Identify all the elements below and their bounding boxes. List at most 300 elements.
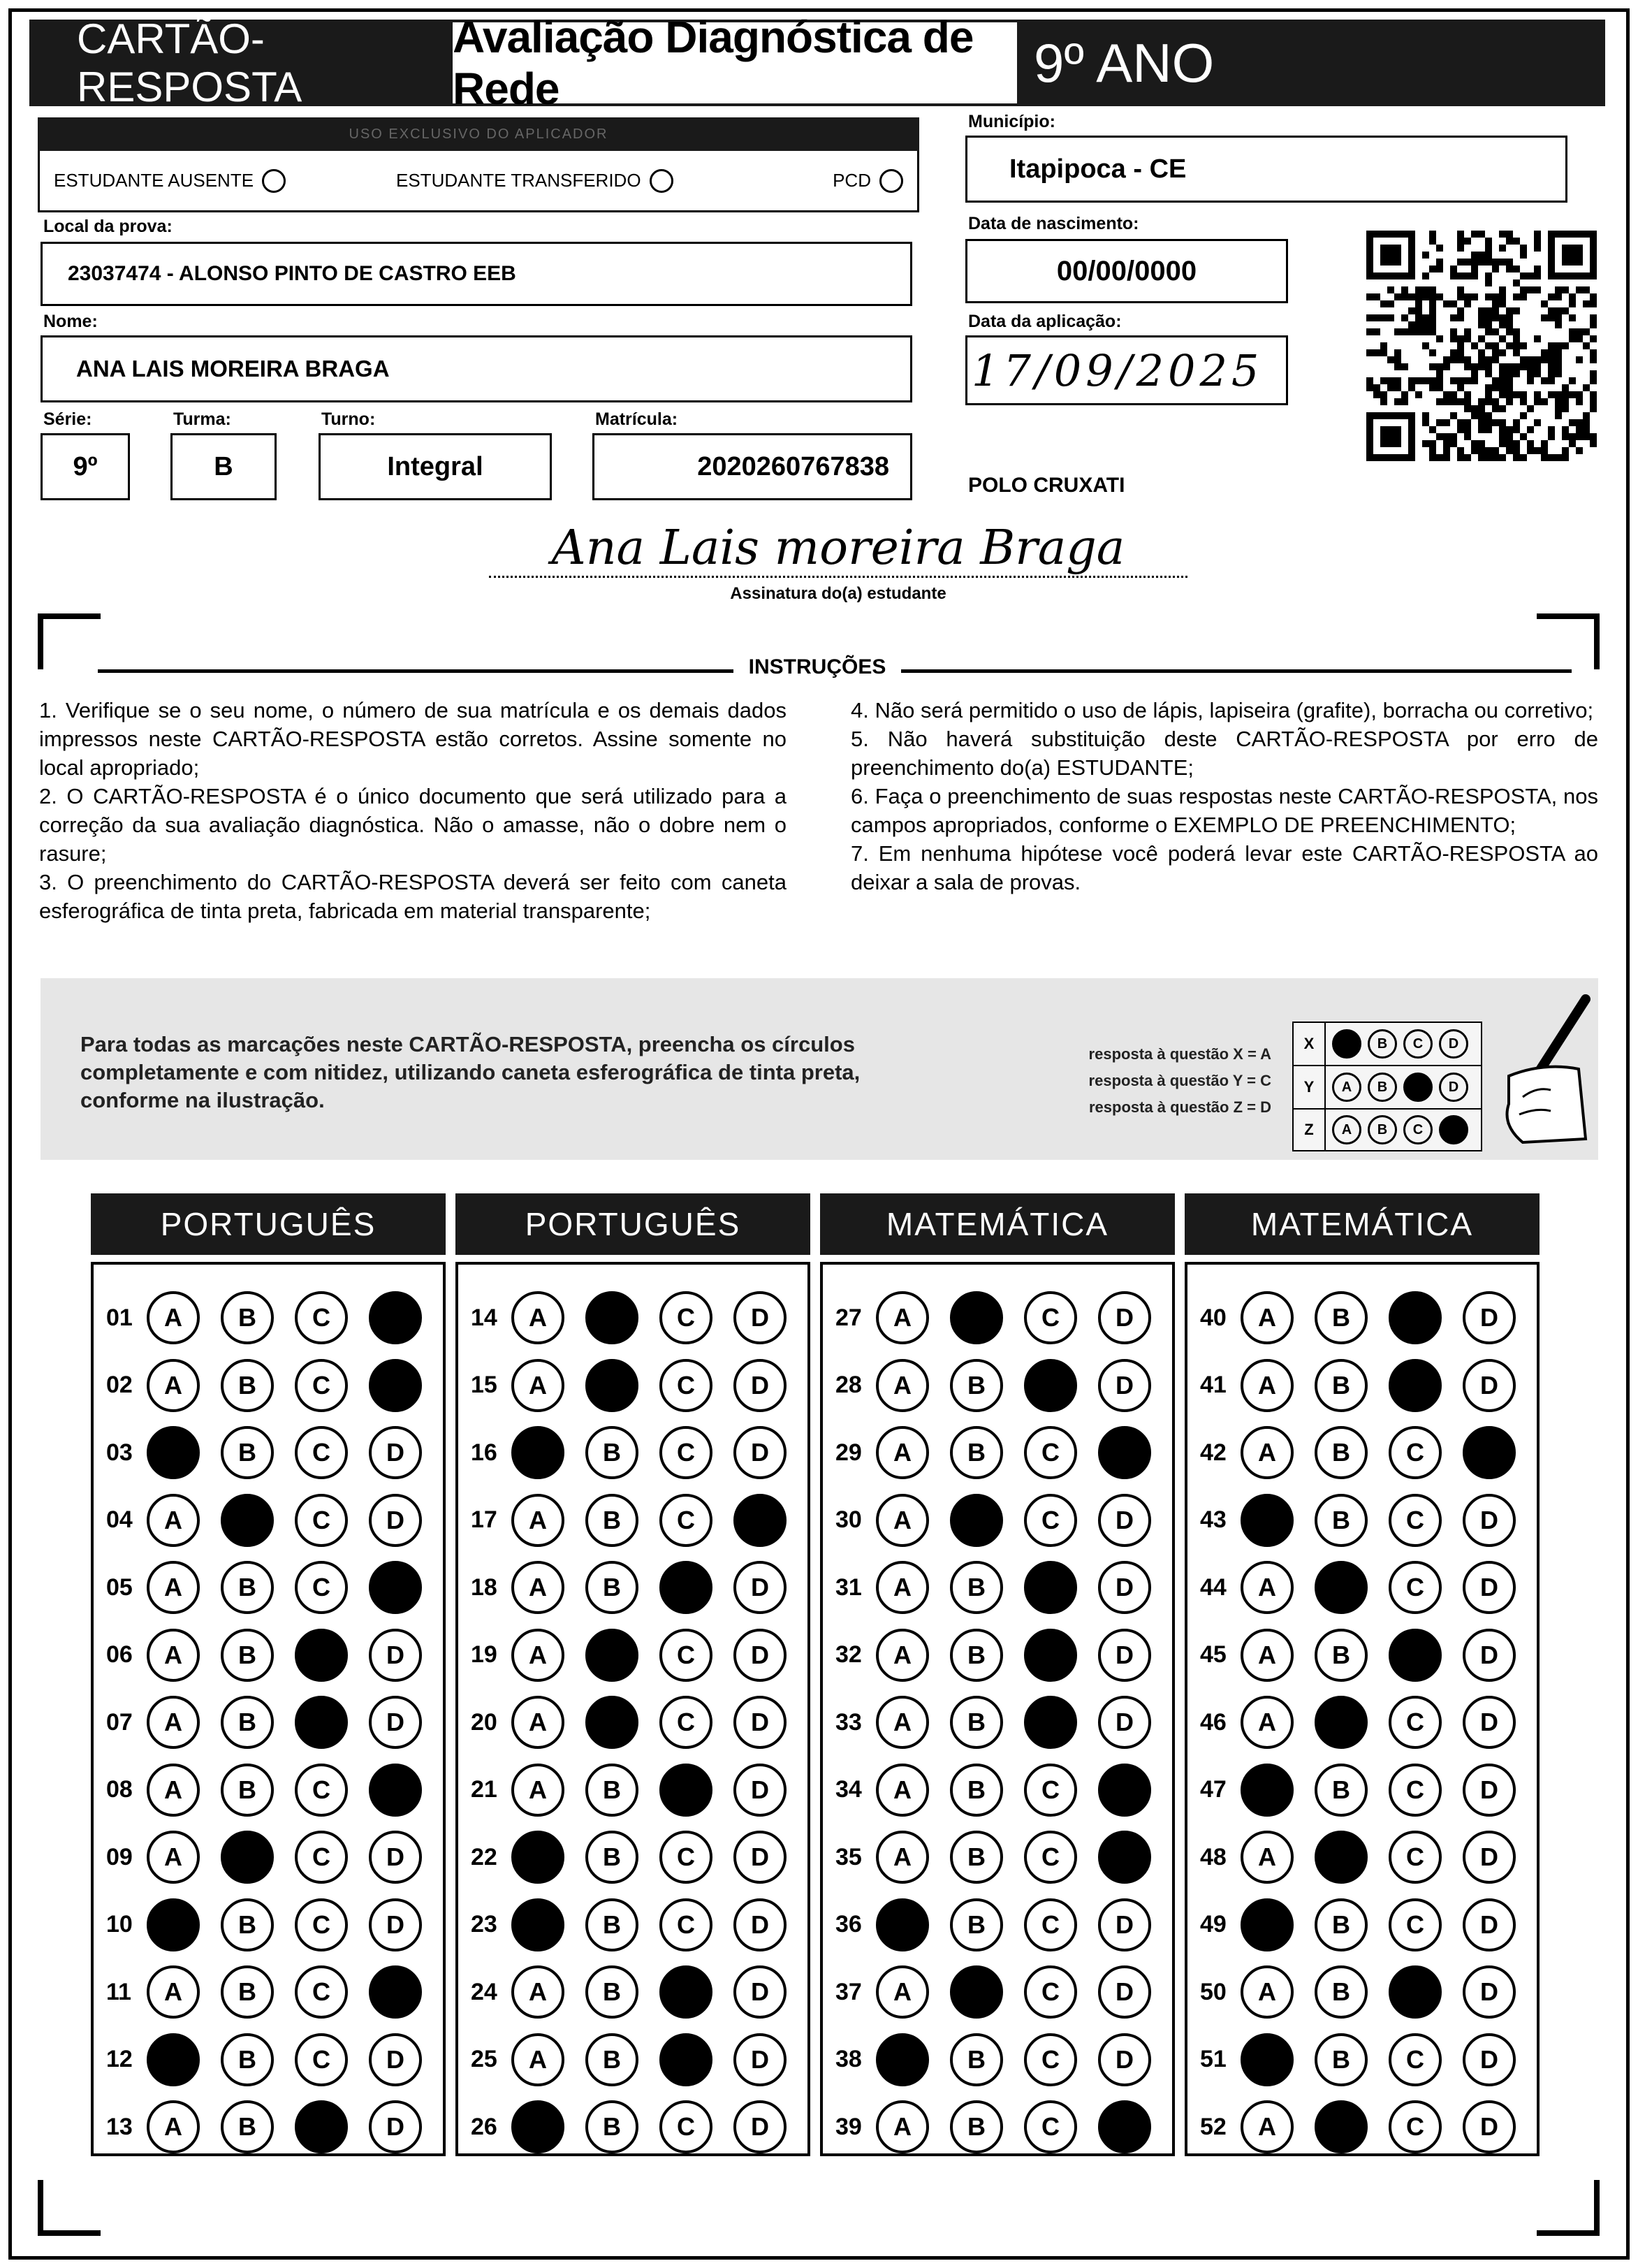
answer-bubble-d[interactable]: D (369, 1359, 422, 1412)
answer-bubble-d[interactable]: D (1463, 1898, 1516, 1951)
answer-bubble-c[interactable]: C (295, 2033, 348, 2086)
question-number: 51 (1200, 2046, 1227, 2072)
example-bubble-b: B (1368, 1073, 1397, 1102)
answer-bubble-a[interactable]: A (511, 1965, 564, 2019)
answer-bubble-c[interactable]: C (1024, 1291, 1077, 1344)
answer-bubble-a[interactable]: A (511, 1494, 564, 1547)
answer-bubble-a[interactable]: A (147, 2100, 200, 2153)
example-bubble-d: D (1439, 1115, 1468, 1144)
fill-example-grid (1292, 1022, 1482, 1151)
answer-bubble-a[interactable]: A (876, 1561, 929, 1614)
answer-bubble-c[interactable]: C (659, 1764, 712, 1817)
answer-bubble-b[interactable]: B (1315, 2033, 1368, 2086)
answer-bubble-a[interactable]: A (1241, 1965, 1294, 2019)
answer-bubble-b[interactable]: B (585, 1494, 638, 1547)
answer-bubble-c[interactable]: C (1389, 2100, 1442, 2153)
answer-bubble-b[interactable]: B (950, 2033, 1003, 2086)
answer-bubble-a[interactable]: A (1241, 2100, 1294, 2153)
answer-bubble-c[interactable]: C (1389, 1494, 1442, 1547)
answer-bubble-d[interactable]: D (369, 1764, 422, 1817)
student-signature: Ana Lais moreira Braga (551, 521, 1125, 576)
answer-bubble-c[interactable]: C (1389, 1291, 1442, 1344)
question-number: 08 (106, 1776, 133, 1803)
answer-bubble-a[interactable]: A (147, 1764, 200, 1817)
answer-bubble-a[interactable]: A (876, 1696, 929, 1749)
answer-bubble-d[interactable]: D (1463, 1291, 1516, 1344)
answer-bubble-d[interactable]: D (369, 1494, 422, 1547)
answer-bubble-d[interactable]: D (1098, 2033, 1151, 2086)
answer-bubble-d[interactable]: D (1098, 1898, 1151, 1951)
answer-bubble-b[interactable]: B (585, 1426, 638, 1479)
fill-example-text: Para todas as marcações neste CARTÃO-RESPOSTA, preencha os círculos completamente e com nitidez, utilizando caneta esferográfica de tinta preta, conforme na ilustração. (80, 1032, 861, 1112)
answer-bubble-c[interactable]: C (659, 1965, 712, 2019)
answer-bubble-b[interactable]: B (1315, 1561, 1368, 1614)
qr-code (1366, 231, 1597, 461)
answer-bubble-a[interactable]: A (1241, 1696, 1294, 1749)
answer-bubble-c[interactable]: C (1024, 1764, 1077, 1817)
pcd-option[interactable]: PCD (833, 169, 903, 193)
answer-bubble-c[interactable]: C (295, 1494, 348, 1547)
answer-bubble-c[interactable]: C (659, 1696, 712, 1749)
example-key: resposta à questão Y = C (1088, 1072, 1271, 1089)
question-number: 42 (1200, 1439, 1227, 1466)
answer-bubble-b[interactable]: B (221, 1764, 274, 1817)
answer-bubble-d[interactable]: D (369, 1426, 422, 1479)
municipio-label: Município: (968, 112, 1055, 131)
answer-bubble-a[interactable]: A (147, 1494, 200, 1547)
answer-bubble-c[interactable]: C (1024, 1629, 1077, 1682)
answer-bubble-c[interactable]: C (1024, 1359, 1077, 1412)
answer-bubble-c[interactable]: C (1024, 1831, 1077, 1884)
answer-bubble-a[interactable]: A (876, 1359, 929, 1412)
question-number: 32 (835, 1641, 862, 1668)
answer-bubble-c[interactable]: C (1024, 1965, 1077, 2019)
example-row (1292, 1108, 1482, 1151)
answer-bubble-c[interactable]: C (659, 2100, 712, 2153)
answer-bubble-d[interactable]: D (1098, 1831, 1151, 1884)
answer-bubble-c[interactable]: C (295, 1764, 348, 1817)
question-number: 26 (471, 2113, 497, 2140)
answer-bubble-a[interactable]: A (1241, 1291, 1294, 1344)
answer-bubble-a[interactable]: A (511, 1696, 564, 1749)
question-row (835, 1627, 1172, 1683)
question-row (1200, 1762, 1537, 1818)
question-number: 01 (106, 1304, 133, 1331)
question-row (1200, 1560, 1537, 1615)
answer-bubble-b[interactable]: B (221, 1696, 274, 1749)
answer-bubble-d[interactable]: D (733, 1965, 787, 2019)
answer-bubble-d[interactable]: D (369, 1965, 422, 2019)
municipio-field: Itapipoca - CE (965, 136, 1567, 203)
answer-bubble-d[interactable]: D (733, 2033, 787, 2086)
answer-bubble-d[interactable]: D (1098, 1764, 1151, 1817)
answer-bubble-c[interactable]: C (1389, 1629, 1442, 1682)
hand-pen-icon (1481, 992, 1593, 1146)
question-row (835, 2099, 1172, 2155)
question-number: 27 (835, 1304, 862, 1331)
answer-bubble-d[interactable]: D (733, 1764, 787, 1817)
answer-bubble-b[interactable]: B (221, 1629, 274, 1682)
answer-bubble-a[interactable]: A (876, 2033, 929, 2086)
turno-label: Turno: (321, 409, 376, 429)
question-row (835, 1492, 1172, 1548)
question-number: 03 (106, 1439, 133, 1466)
answer-bubble-b[interactable]: B (1315, 1494, 1368, 1547)
answer-bubble-d[interactable]: D (1098, 1561, 1151, 1614)
answer-bubble-a[interactable]: A (147, 1965, 200, 2019)
example-bubble-c: C (1403, 1029, 1433, 1059)
answer-bubble-a[interactable]: A (147, 1831, 200, 1884)
answer-bubble-c[interactable]: C (1024, 1426, 1077, 1479)
answer-bubble-d[interactable]: D (1098, 1359, 1151, 1412)
answer-bubble-a[interactable]: A (511, 2033, 564, 2086)
answer-bubble-a[interactable]: A (876, 1898, 929, 1951)
answer-bubble-a[interactable]: A (147, 1629, 200, 1682)
answer-bubble-b[interactable]: B (950, 1629, 1003, 1682)
answer-bubble-b[interactable]: B (585, 1291, 638, 1344)
answer-bubble-a[interactable]: A (511, 1426, 564, 1479)
answer-bubble-c[interactable]: C (1024, 1561, 1077, 1614)
example-bubble-a: A (1332, 1029, 1361, 1059)
answer-bubble-d[interactable]: D (733, 1494, 787, 1547)
answer-bubble-b[interactable]: B (221, 1965, 274, 2019)
answer-bubble-a[interactable]: A (876, 2100, 929, 2153)
answer-bubble-b[interactable]: B (1315, 1629, 1368, 1682)
answer-bubble-b[interactable]: B (1315, 2100, 1368, 2153)
answer-bubble-b[interactable]: B (585, 2033, 638, 2086)
example-bubble-c: C (1403, 1073, 1433, 1102)
answer-bubble-a[interactable]: A (511, 1898, 564, 1951)
sheet-title: CARTÃO-RESPOSTA (77, 15, 302, 110)
answer-bubble-b[interactable]: B (221, 1831, 274, 1884)
question-row (1200, 1897, 1537, 1953)
answer-bubble-c[interactable]: C (1024, 1494, 1077, 1547)
answer-bubble-d[interactable]: D (733, 1426, 787, 1479)
answer-bubble-a[interactable]: A (876, 1426, 929, 1479)
question-number: 13 (106, 2113, 133, 2140)
answer-bubble-a[interactable]: A (147, 1898, 200, 1951)
example-row (1292, 1065, 1482, 1108)
answer-bubble-d[interactable]: D (1463, 1426, 1516, 1479)
answer-bubble-c[interactable]: C (659, 1291, 712, 1344)
answer-bubble-a[interactable]: A (876, 1494, 929, 1547)
answer-bubble-a[interactable]: A (1241, 1831, 1294, 1884)
question-number: 37 (835, 1978, 862, 2005)
answer-bubble-d[interactable]: D (1463, 1494, 1516, 1547)
question-row (835, 1694, 1172, 1750)
question-row (106, 2099, 443, 2155)
answer-bubble-c[interactable]: C (1024, 1898, 1077, 1951)
answer-bubble-a[interactable]: A (147, 1359, 200, 1412)
answer-bubble-b[interactable]: B (1315, 1898, 1368, 1951)
transferred-checkbox[interactable] (650, 169, 673, 193)
answer-bubble-b[interactable]: B (221, 1426, 274, 1479)
turma-label: Turma: (173, 409, 231, 429)
question-number: 44 (1200, 1573, 1227, 1601)
answer-bubble-b[interactable]: B (585, 1898, 638, 1951)
answer-bubble-a[interactable]: A (876, 1629, 929, 1682)
answer-bubble-d[interactable]: D (733, 1359, 787, 1412)
answer-bubble-a[interactable]: A (511, 1561, 564, 1614)
question-number: 10 (106, 1911, 133, 1938)
turma-field: B (170, 433, 277, 500)
answer-bubble-b[interactable]: B (585, 2100, 638, 2153)
local-label: Local da prova: (43, 217, 173, 236)
grade-banner: 9º ANO (1034, 31, 1215, 94)
answer-bubble-a[interactable]: A (511, 1629, 564, 1682)
answer-bubble-b[interactable]: B (1315, 1426, 1368, 1479)
question-number: 30 (835, 1506, 862, 1533)
question-row (471, 1560, 807, 1615)
answer-bubble-d[interactable]: D (1463, 2100, 1516, 2153)
answer-bubble-d[interactable]: D (1098, 1629, 1151, 1682)
instructions-right (851, 696, 1598, 896)
answer-bubble-d[interactable]: D (369, 1629, 422, 1682)
answer-bubble-c[interactable]: C (659, 1898, 712, 1951)
answer-bubble-b[interactable]: B (585, 1629, 638, 1682)
answer-bubble-b[interactable]: B (1315, 1831, 1368, 1884)
question-row (835, 1897, 1172, 1953)
answer-bubble-d[interactable]: D (1463, 1831, 1516, 1884)
answer-bubble-a[interactable]: A (1241, 1629, 1294, 1682)
answer-bubble-b[interactable]: B (221, 2033, 274, 2086)
answer-bubble-b[interactable]: B (221, 1359, 274, 1412)
answer-bubble-c[interactable]: C (295, 2100, 348, 2153)
answer-bubble-d[interactable]: D (369, 1696, 422, 1749)
answer-bubble-c[interactable]: C (1389, 1359, 1442, 1412)
answer-bubble-b[interactable]: B (1315, 1359, 1368, 1412)
local-field: 23037474 - ALONSO PINTO DE CASTRO EEB (41, 242, 912, 306)
answer-bubble-d[interactable]: D (733, 1696, 787, 1749)
instruction-item: 3. O preenchimento do CARTÃO-RESPOSTA deverá ser feito com caneta esferográfica de tinta preta, fabricada em material transparente; (39, 870, 787, 923)
answer-bubble-c[interactable]: C (659, 1831, 712, 1884)
answer-bubble-a[interactable]: A (511, 2100, 564, 2153)
question-number: 36 (835, 1911, 862, 1938)
instructions-left (39, 696, 787, 925)
answer-bubble-b[interactable]: B (950, 1898, 1003, 1951)
answer-bubble-a[interactable]: A (147, 1561, 200, 1614)
question-row (1200, 1290, 1537, 1346)
question-row (835, 1762, 1172, 1818)
question-row (1200, 2099, 1537, 2155)
answer-bubble-b[interactable]: B (221, 1898, 274, 1951)
answer-column (1185, 1262, 1540, 2156)
answer-bubble-c[interactable]: C (1389, 1965, 1442, 2019)
answer-bubble-c[interactable]: C (659, 1561, 712, 1614)
question-number: 18 (471, 1573, 497, 1601)
question-row (106, 1897, 443, 1953)
answer-bubble-b[interactable]: B (585, 1764, 638, 1817)
instruction-item: 7. Em nenhuma hipótese você poderá levar este CARTÃO-RESPOSTA ao deixar a sala de provas. (851, 841, 1598, 894)
answer-bubble-d[interactable]: D (733, 1898, 787, 1951)
answer-bubble-d[interactable]: D (733, 1291, 787, 1344)
answer-bubble-d[interactable]: D (1098, 2100, 1151, 2153)
answer-bubble-c[interactable]: C (1389, 1831, 1442, 1884)
answer-bubble-c[interactable]: C (295, 1359, 348, 1412)
answer-bubble-b[interactable]: B (221, 1291, 274, 1344)
answer-bubble-d[interactable]: D (369, 2100, 422, 2153)
section-title: MATEMÁTICA (820, 1193, 1175, 1255)
answer-bubble-b[interactable]: B (1315, 1696, 1368, 1749)
answer-bubble-c[interactable]: C (659, 2033, 712, 2086)
birthdate-label: Data de nascimento: (968, 214, 1139, 233)
answer-bubble-c[interactable]: C (295, 1965, 348, 2019)
answer-bubble-a[interactable]: A (147, 1291, 200, 1344)
answer-bubble-b[interactable]: B (1315, 1291, 1368, 1344)
corner-mark-bottom-left (38, 2180, 101, 2236)
question-number: 28 (835, 1372, 862, 1398)
question-row (1200, 1627, 1537, 1683)
answer-bubble-a[interactable]: A (1241, 2033, 1294, 2086)
question-row (471, 1627, 807, 1683)
answer-bubble-a[interactable]: A (1241, 1494, 1294, 1547)
answer-bubble-d[interactable]: D (1463, 1629, 1516, 1682)
answer-bubble-b[interactable]: B (950, 1831, 1003, 1884)
question-row (835, 2032, 1172, 2088)
example-row-label: Z (1294, 1110, 1326, 1150)
answer-bubble-d[interactable]: D (1098, 1291, 1151, 1344)
question-number: 24 (471, 1978, 497, 2005)
answer-bubble-c[interactable]: C (1389, 1764, 1442, 1817)
answer-bubble-d[interactable]: D (1463, 1359, 1516, 1412)
answer-bubble-c[interactable]: C (295, 1831, 348, 1884)
answer-bubble-d[interactable]: D (1098, 1965, 1151, 2019)
answer-bubble-b[interactable]: B (950, 2100, 1003, 2153)
answer-bubble-b[interactable]: B (950, 1696, 1003, 1749)
answer-bubble-a[interactable]: A (876, 1831, 929, 1884)
answer-bubble-c[interactable]: C (1389, 1898, 1442, 1951)
pcd-checkbox[interactable] (879, 169, 903, 193)
answer-bubble-b[interactable]: B (950, 1359, 1003, 1412)
answer-bubble-b[interactable]: B (221, 2100, 274, 2153)
question-number: 45 (1200, 1641, 1227, 1668)
transferred-option[interactable]: ESTUDANTE TRANSFERIDO (396, 169, 794, 193)
answer-bubble-a[interactable]: A (511, 1291, 564, 1344)
question-number: 41 (1200, 1372, 1227, 1398)
answer-bubble-d[interactable]: D (1098, 1426, 1151, 1479)
answer-bubble-a[interactable]: A (876, 1291, 929, 1344)
answer-bubble-c[interactable]: C (1389, 2033, 1442, 2086)
answer-bubble-d[interactable]: D (369, 2033, 422, 2086)
answer-bubble-b[interactable]: B (585, 1561, 638, 1614)
answer-bubble-a[interactable]: A (511, 1764, 564, 1817)
question-row (106, 1627, 443, 1683)
answer-bubble-b[interactable]: B (1315, 1764, 1368, 1817)
answer-bubble-d[interactable]: D (733, 1629, 787, 1682)
answer-bubble-a[interactable]: A (511, 1359, 564, 1412)
question-row (106, 1694, 443, 1750)
answer-bubble-b[interactable]: B (950, 1764, 1003, 1817)
answer-bubble-c[interactable]: C (1389, 1561, 1442, 1614)
answer-bubble-a[interactable]: A (1241, 1764, 1294, 1817)
question-row (1200, 1425, 1537, 1481)
answer-bubble-c[interactable]: C (1024, 2033, 1077, 2086)
answer-bubble-a[interactable]: A (511, 1831, 564, 1884)
answer-bubble-b[interactable]: B (950, 1426, 1003, 1479)
answer-bubble-d[interactable]: D (369, 1898, 422, 1951)
answer-bubble-d[interactable]: D (733, 1561, 787, 1614)
answer-bubble-b[interactable]: B (950, 1561, 1003, 1614)
example-row (1292, 1022, 1482, 1065)
question-number: 35 (835, 1843, 862, 1870)
answer-bubble-d[interactable]: D (1098, 1696, 1151, 1749)
answer-bubble-b[interactable]: B (950, 1965, 1003, 2019)
name-field: ANA LAIS MOREIRA BRAGA (41, 335, 912, 402)
answer-bubble-c[interactable]: C (295, 1629, 348, 1682)
answer-bubble-a[interactable]: A (1241, 1359, 1294, 1412)
question-row (835, 1425, 1172, 1481)
answer-bubble-c[interactable]: C (659, 1494, 712, 1547)
signature-caption: Assinatura do(a) estudante (730, 584, 946, 603)
answer-bubble-c[interactable]: C (1024, 2100, 1077, 2153)
answer-bubble-c[interactable]: C (659, 1359, 712, 1412)
application-date-field: 17/09/2025 (965, 335, 1288, 405)
serie-field: 9º (41, 433, 130, 500)
turno-field: Integral (319, 433, 552, 500)
answer-bubble-b[interactable]: B (950, 1494, 1003, 1547)
absent-checkbox[interactable] (262, 169, 286, 193)
question-row (471, 1964, 807, 2020)
question-number: 19 (471, 1641, 497, 1668)
answer-bubble-d[interactable]: D (1463, 1561, 1516, 1614)
application-date-label: Data da aplicação: (968, 312, 1122, 331)
answer-bubble-d[interactable]: D (1463, 1696, 1516, 1749)
answer-bubble-c[interactable]: C (659, 1629, 712, 1682)
answer-bubble-a[interactable]: A (147, 1696, 200, 1749)
answer-bubble-c[interactable]: C (295, 1898, 348, 1951)
answer-bubble-c[interactable]: C (295, 1696, 348, 1749)
answer-bubble-d[interactable]: D (1463, 1965, 1516, 2019)
answer-bubble-c[interactable]: C (295, 1561, 348, 1614)
answer-column (91, 1262, 446, 2156)
answer-bubble-d[interactable]: D (733, 1831, 787, 1884)
answer-bubble-a[interactable]: A (1241, 1426, 1294, 1479)
answer-bubble-d[interactable]: D (1463, 1764, 1516, 1817)
answer-bubble-d[interactable]: D (369, 1291, 422, 1344)
answer-bubble-c[interactable]: C (1389, 1696, 1442, 1749)
answer-bubble-c[interactable]: C (659, 1426, 712, 1479)
answer-bubble-b[interactable]: B (221, 1561, 274, 1614)
answer-bubble-d[interactable]: D (1098, 1494, 1151, 1547)
answer-bubble-d[interactable]: D (369, 1831, 422, 1884)
answer-bubble-c[interactable]: C (295, 1426, 348, 1479)
question-row (106, 1492, 443, 1548)
answer-bubble-b[interactable]: B (221, 1494, 274, 1547)
answer-bubble-b[interactable]: B (585, 1965, 638, 2019)
answer-bubble-c[interactable]: C (1024, 1696, 1077, 1749)
answer-bubble-a[interactable]: A (876, 1764, 929, 1817)
absent-option[interactable]: ESTUDANTE AUSENTE (54, 169, 382, 193)
answer-bubble-b[interactable]: B (950, 1291, 1003, 1344)
answer-bubble-a[interactable]: A (1241, 1561, 1294, 1614)
answer-bubble-a[interactable]: A (876, 1965, 929, 2019)
answer-bubble-a[interactable]: A (147, 2033, 200, 2086)
answer-bubble-b[interactable]: B (1315, 1965, 1368, 2019)
answer-bubble-c[interactable]: C (295, 1291, 348, 1344)
answer-bubble-d[interactable]: D (1463, 2033, 1516, 2086)
answer-bubble-d[interactable]: D (733, 2100, 787, 2153)
answer-bubble-b[interactable]: B (585, 1831, 638, 1884)
answer-bubble-b[interactable]: B (585, 1359, 638, 1412)
question-number: 33 (835, 1708, 862, 1736)
question-number: 39 (835, 2113, 862, 2140)
question-row (471, 1358, 807, 1413)
answer-bubble-a[interactable]: A (147, 1426, 200, 1479)
answer-bubble-b[interactable]: B (585, 1696, 638, 1749)
answer-bubble-d[interactable]: D (369, 1561, 422, 1614)
answer-bubble-a[interactable]: A (1241, 1898, 1294, 1951)
answer-bubble-c[interactable]: C (1389, 1426, 1442, 1479)
